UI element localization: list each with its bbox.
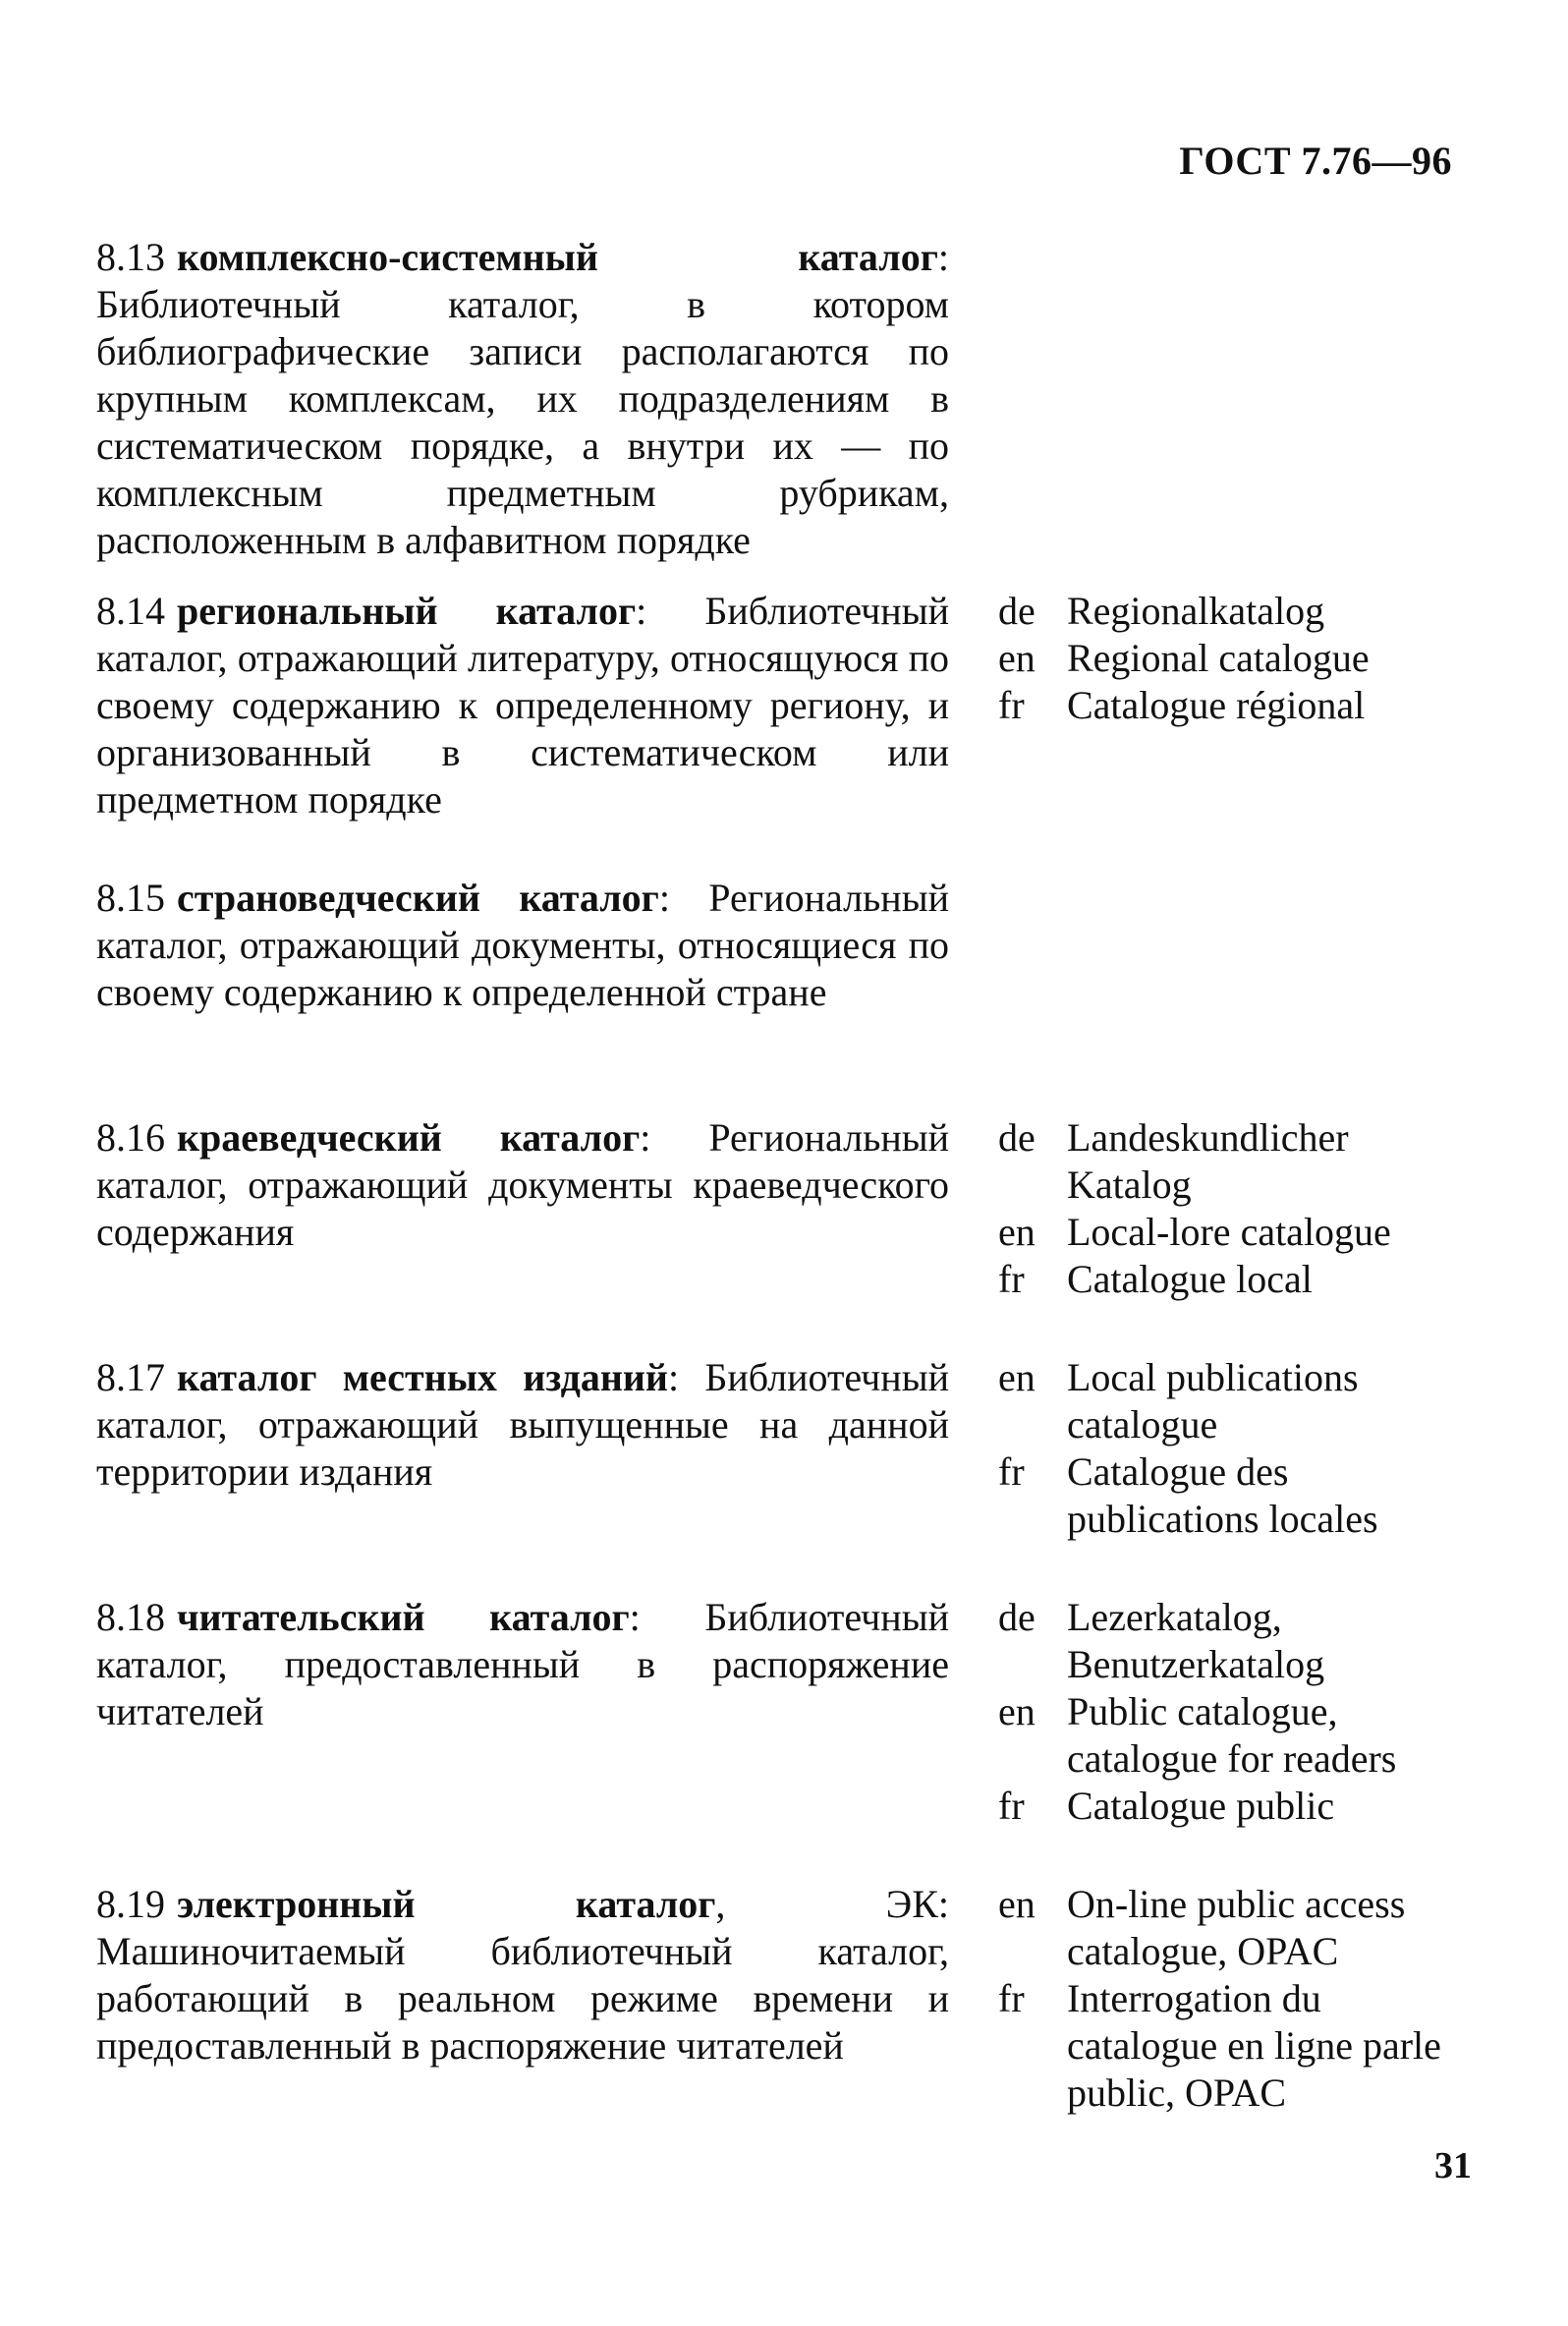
term-definition: 8.16 краеведческий каталог: Региональный каталог, отражающий документы краеведческого содержания [96,1115,949,1254]
equivalent-term: Regionalkatalog [1067,589,1325,633]
equivalent-term: Landeskundlicher Katalog [1067,1115,1349,1207]
term-number: 8.18 [96,1595,165,1639]
term-definition: 8.15 страноведческий каталог: Региональный каталог, отражающий документы, относящиеся по своему содержанию к определенной стране [96,876,949,1014]
term-name: региональный каталог [177,589,637,633]
equivalent-row [998,1354,1470,1448]
equivalent-row [998,1209,1470,1256]
term-name: комплексно-системный каталог [177,235,938,279]
language-code: fr [998,1784,1025,1828]
term-definition: 8.19 электронный каталог, ЭК: Машиночитаемый библиотечный каталог, работающий в реальном режиме времени и предоставленный в распоряжение читателей [96,1882,949,2068]
language-code: de [998,589,1036,633]
equivalent-row [998,682,1470,729]
equivalent-row [998,1114,1470,1209]
equivalent-row [998,1783,1470,1830]
language-code: en [998,1882,1036,1926]
equivalent-row [998,588,1470,635]
definition-text: Библиотечный каталог, отражающий выпущенные на данной территории издания [96,1355,949,1494]
term-name: электронный каталог [177,1882,716,1926]
language-code: de [998,1115,1036,1160]
equivalent-row [998,635,1470,682]
equivalent-term: Catalogue local [1067,1257,1313,1301]
equivalent-term: Interrogation du catalogue en ligne parle public, OPAC [1067,1976,1441,2115]
equivalent-term: Catalogue régional [1067,683,1366,727]
term-entry-8-19 [96,1881,1472,2117]
definition-text: Библиотечный каталог, в котором библиографические записи располагаются по крупным комплексам, их подразделениям в систематическом порядке, а внутри их — по комплексным предметным рубрикам, расположенным в алфавитном порядке [96,282,949,562]
equivalent-term: Lezerkatalog, Benutzerkatalog [1067,1595,1325,1686]
language-code: fr [998,683,1025,727]
equivalent-term: Local publications catalogue [1067,1355,1359,1447]
term-definition: 8.13 комплексно-системный каталог: Библиотечный каталог, в котором библиографические записи располагаются по крупным комплексам, их подразделениям в систематическом порядке, а внутри их — по комплексным предметным рубрикам, расположенным в алфавитном порядке [96,235,949,562]
definition-text: Региональный каталог, отражающий документы краеведческого содержания [96,1115,949,1254]
term-abbreviation: , ЭК [715,1882,938,1926]
term-name: страноведческий каталог [177,876,659,920]
foreign-equivalents [998,1881,1470,2117]
term-name: каталог местных изданий [177,1355,668,1399]
equivalent-term: Catalogue public [1067,1784,1335,1828]
foreign-equivalents [998,1354,1470,1543]
language-code: de [998,1595,1036,1639]
equivalent-row [998,1975,1470,2117]
term-number: 8.14 [96,589,165,633]
term-number: 8.17 [96,1355,165,1399]
term-number: 8.13 [96,235,165,279]
equivalent-term: On-line public access catalogue, OPAC [1067,1882,1406,1973]
definition-text: Региональный каталог, отражающий документы, относящиеся по своему содержанию к определенной стране [96,876,949,1014]
document-code: ГОСТ 7.76—96 [1179,139,1452,183]
page-number: 31 [1434,2145,1472,2186]
term-entry-8-15 [96,875,1472,1114]
term-entry-8-13 [96,234,1472,588]
definition-text: Библиотечный каталог, отражающий литературу, относящуюся по своему содержанию к определенному региону, и организованный в систематическом или предметном порядке [96,589,949,822]
term-number: 8.16 [96,1115,165,1160]
term-entry-8-16 [96,1114,1472,1354]
term-entry-8-14 [96,588,1472,875]
equivalent-row [998,1448,1470,1543]
foreign-equivalents [998,1594,1470,1830]
term-number: 8.15 [96,876,165,920]
foreign-equivalents [998,588,1470,729]
language-code: fr [998,1449,1025,1494]
term-entry-8-17 [96,1354,1472,1594]
language-code: fr [998,1976,1025,2020]
definition-text: Машиночитаемый библиотечный каталог, работающий в реальном режиме времени и предоставленный в распоряжение читателей [96,1929,949,2068]
definition-text: Библиотечный каталог, предоставленный в распоряжение читателей [96,1595,949,1733]
language-code: fr [998,1257,1025,1301]
term-definition: 8.17 каталог местных изданий: Библиотечный каталог, отражающий выпущенные на данной территории издания [96,1355,949,1494]
equivalent-term: Catalogue des publications locales [1067,1449,1378,1541]
language-code: en [998,1210,1036,1254]
equivalent-row [998,1881,1470,1975]
term-definition: 8.18 читательский каталог: Библиотечный каталог, предоставленный в распоряжение читателей [96,1595,949,1733]
term-list [96,234,1472,2117]
term-definition: 8.14 региональный каталог: Библиотечный каталог, отражающий литературу, относящуюся по своему содержанию к определенному региону, и организованный в систематическом или предметном порядке [96,589,949,822]
equivalent-term: Public catalogue, catalogue for readers [1067,1689,1397,1781]
equivalent-term: Local-lore catalogue [1067,1210,1391,1254]
foreign-equivalents [998,1114,1470,1303]
language-code: en [998,1689,1036,1733]
term-entry-8-18 [96,1594,1472,1881]
language-code: en [998,636,1036,680]
language-code: en [998,1355,1036,1399]
equivalent-row [998,1688,1470,1783]
term-name: читательский каталог [177,1595,630,1639]
equivalent-row [998,1594,1470,1688]
term-number: 8.19 [96,1882,165,1926]
equivalent-row [998,1256,1470,1303]
equivalent-term: Regional catalogue [1067,636,1370,680]
term-name: краеведческий каталог [177,1115,641,1160]
